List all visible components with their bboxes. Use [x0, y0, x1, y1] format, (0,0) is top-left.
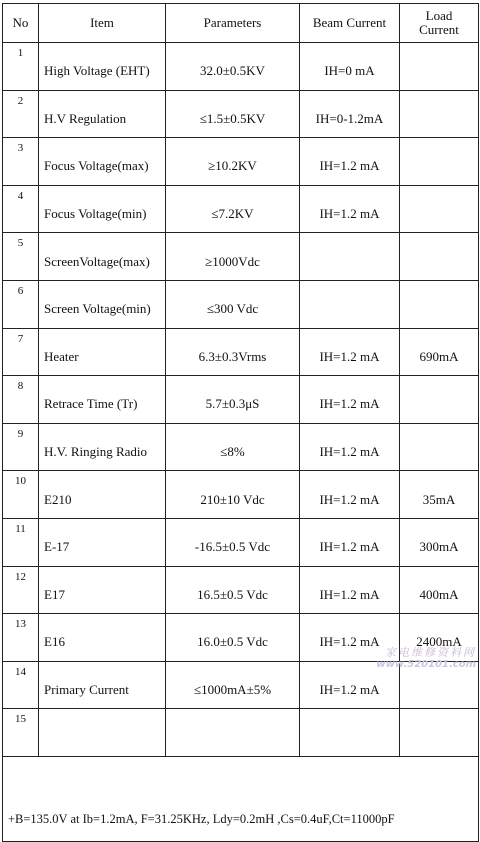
header-row [3, 4, 479, 43]
row-no: 15 [3, 709, 39, 757]
row-beam-current: IH=1.2 mA [300, 423, 400, 471]
row-parameter: 5.7±0.3μS [166, 376, 300, 424]
header-beam-current: Beam Current [300, 4, 400, 43]
row-parameter: ≤8% [166, 423, 300, 471]
row-beam-current: IH=1.2 mA [300, 518, 400, 566]
row-no: 9 [3, 423, 39, 471]
row-item: H.V. Ringing Radio [39, 423, 166, 471]
row-no: 10 [3, 471, 39, 519]
row-beam-current: IH=1.2 mA [300, 328, 400, 376]
row-item: Focus Voltage(min) [39, 185, 166, 233]
row-no: 12 [3, 566, 39, 614]
row-parameter: ≤1.5±0.5KV [166, 90, 300, 138]
row-load-current [400, 376, 479, 424]
row-no: 2 [3, 90, 39, 138]
spec-table [2, 3, 479, 842]
table-row [3, 280, 479, 328]
row-load-current: 400mA [400, 566, 479, 614]
row-parameter: 6.3±0.3Vrms [166, 328, 300, 376]
row-beam-current: IH=0 mA [300, 43, 400, 91]
header-load-current-line1: Load [425, 8, 453, 23]
row-load-current: 2400mA [400, 614, 479, 662]
row-beam-current [300, 233, 400, 281]
row-load-current [400, 43, 479, 91]
row-no: 5 [3, 233, 39, 281]
table-row [3, 376, 479, 424]
row-parameter: -16.5±0.5 Vdc [166, 518, 300, 566]
footer-row [3, 756, 479, 841]
row-parameter: 16.5±0.5 Vdc [166, 566, 300, 614]
row-parameter: ≥1000Vdc [166, 233, 300, 281]
table-row [3, 471, 479, 519]
footer-note: +B=135.0V at Ib=1.2mA, F=31.25KHz, Ldy=0.2mH ,Cs=0.4uF,Ct=11000pF [3, 756, 479, 841]
row-item: Screen Voltage(min) [39, 280, 166, 328]
row-parameter: ≤1000mA±5% [166, 661, 300, 709]
table-row [3, 185, 479, 233]
header-no: No [3, 4, 39, 43]
row-load-current [400, 709, 479, 757]
row-item: Focus Voltage(max) [39, 138, 166, 186]
row-parameter [166, 709, 300, 757]
row-item: H.V Regulation [39, 90, 166, 138]
row-beam-current: IH=1.2 mA [300, 614, 400, 662]
row-beam-current: IH=1.2 mA [300, 138, 400, 186]
table-row [3, 43, 479, 91]
row-no: 4 [3, 185, 39, 233]
header-parameters: Parameters [166, 4, 300, 43]
row-parameter: 32.0±0.5KV [166, 43, 300, 91]
watermark-line1: 家电维修资料网 [385, 646, 476, 659]
row-item: E-17 [39, 518, 166, 566]
row-beam-current: IH=1.2 mA [300, 471, 400, 519]
row-parameter: ≤300 Vdc [166, 280, 300, 328]
table-row [3, 328, 479, 376]
row-parameter: ≥10.2KV [166, 138, 300, 186]
table-row [3, 518, 479, 566]
row-no: 6 [3, 280, 39, 328]
row-beam-current: IH=1.2 mA [300, 566, 400, 614]
row-item: E210 [39, 471, 166, 519]
table-row [3, 566, 479, 614]
row-load-current: 35mA [400, 471, 479, 519]
row-item [39, 709, 166, 757]
row-beam-current: IH=1.2 mA [300, 376, 400, 424]
row-beam-current: IH=1.2 mA [300, 185, 400, 233]
row-beam-current: IH=0-1.2mA [300, 90, 400, 138]
row-no: 13 [3, 614, 39, 662]
row-load-current: 300mA [400, 518, 479, 566]
row-load-current [400, 423, 479, 471]
row-load-current [400, 233, 479, 281]
header-load-current-line2: Current [419, 22, 459, 37]
row-beam-current [300, 709, 400, 757]
row-item: Primary Current [39, 661, 166, 709]
header-load-current [400, 4, 479, 43]
row-parameter: 210±10 Vdc [166, 471, 300, 519]
row-beam-current [300, 280, 400, 328]
row-parameter: ≤7.2KV [166, 185, 300, 233]
row-item: High Voltage (EHT) [39, 43, 166, 91]
row-item: Retrace Time (Tr) [39, 376, 166, 424]
row-no: 1 [3, 43, 39, 91]
row-no: 11 [3, 518, 39, 566]
row-load-current: 690mA [400, 328, 479, 376]
row-no: 3 [3, 138, 39, 186]
watermark-line2: www.520101.com [376, 659, 476, 670]
row-load-current [400, 90, 479, 138]
row-no: 14 [3, 661, 39, 709]
table-row [3, 90, 479, 138]
row-item: E16 [39, 614, 166, 662]
header-item: Item [39, 4, 166, 43]
table-row [3, 709, 479, 757]
row-load-current [400, 280, 479, 328]
table-row [3, 423, 479, 471]
row-item: Heater [39, 328, 166, 376]
row-item: ScreenVoltage(max) [39, 233, 166, 281]
watermark-logo [376, 647, 476, 671]
row-parameter: 16.0±0.5 Vdc [166, 614, 300, 662]
row-no: 8 [3, 376, 39, 424]
row-item: E17 [39, 566, 166, 614]
row-load-current [400, 138, 479, 186]
row-no: 7 [3, 328, 39, 376]
table-row [3, 233, 479, 281]
table-row [3, 138, 479, 186]
row-beam-current: IH=1.2 mA [300, 661, 400, 709]
row-load-current [400, 185, 479, 233]
